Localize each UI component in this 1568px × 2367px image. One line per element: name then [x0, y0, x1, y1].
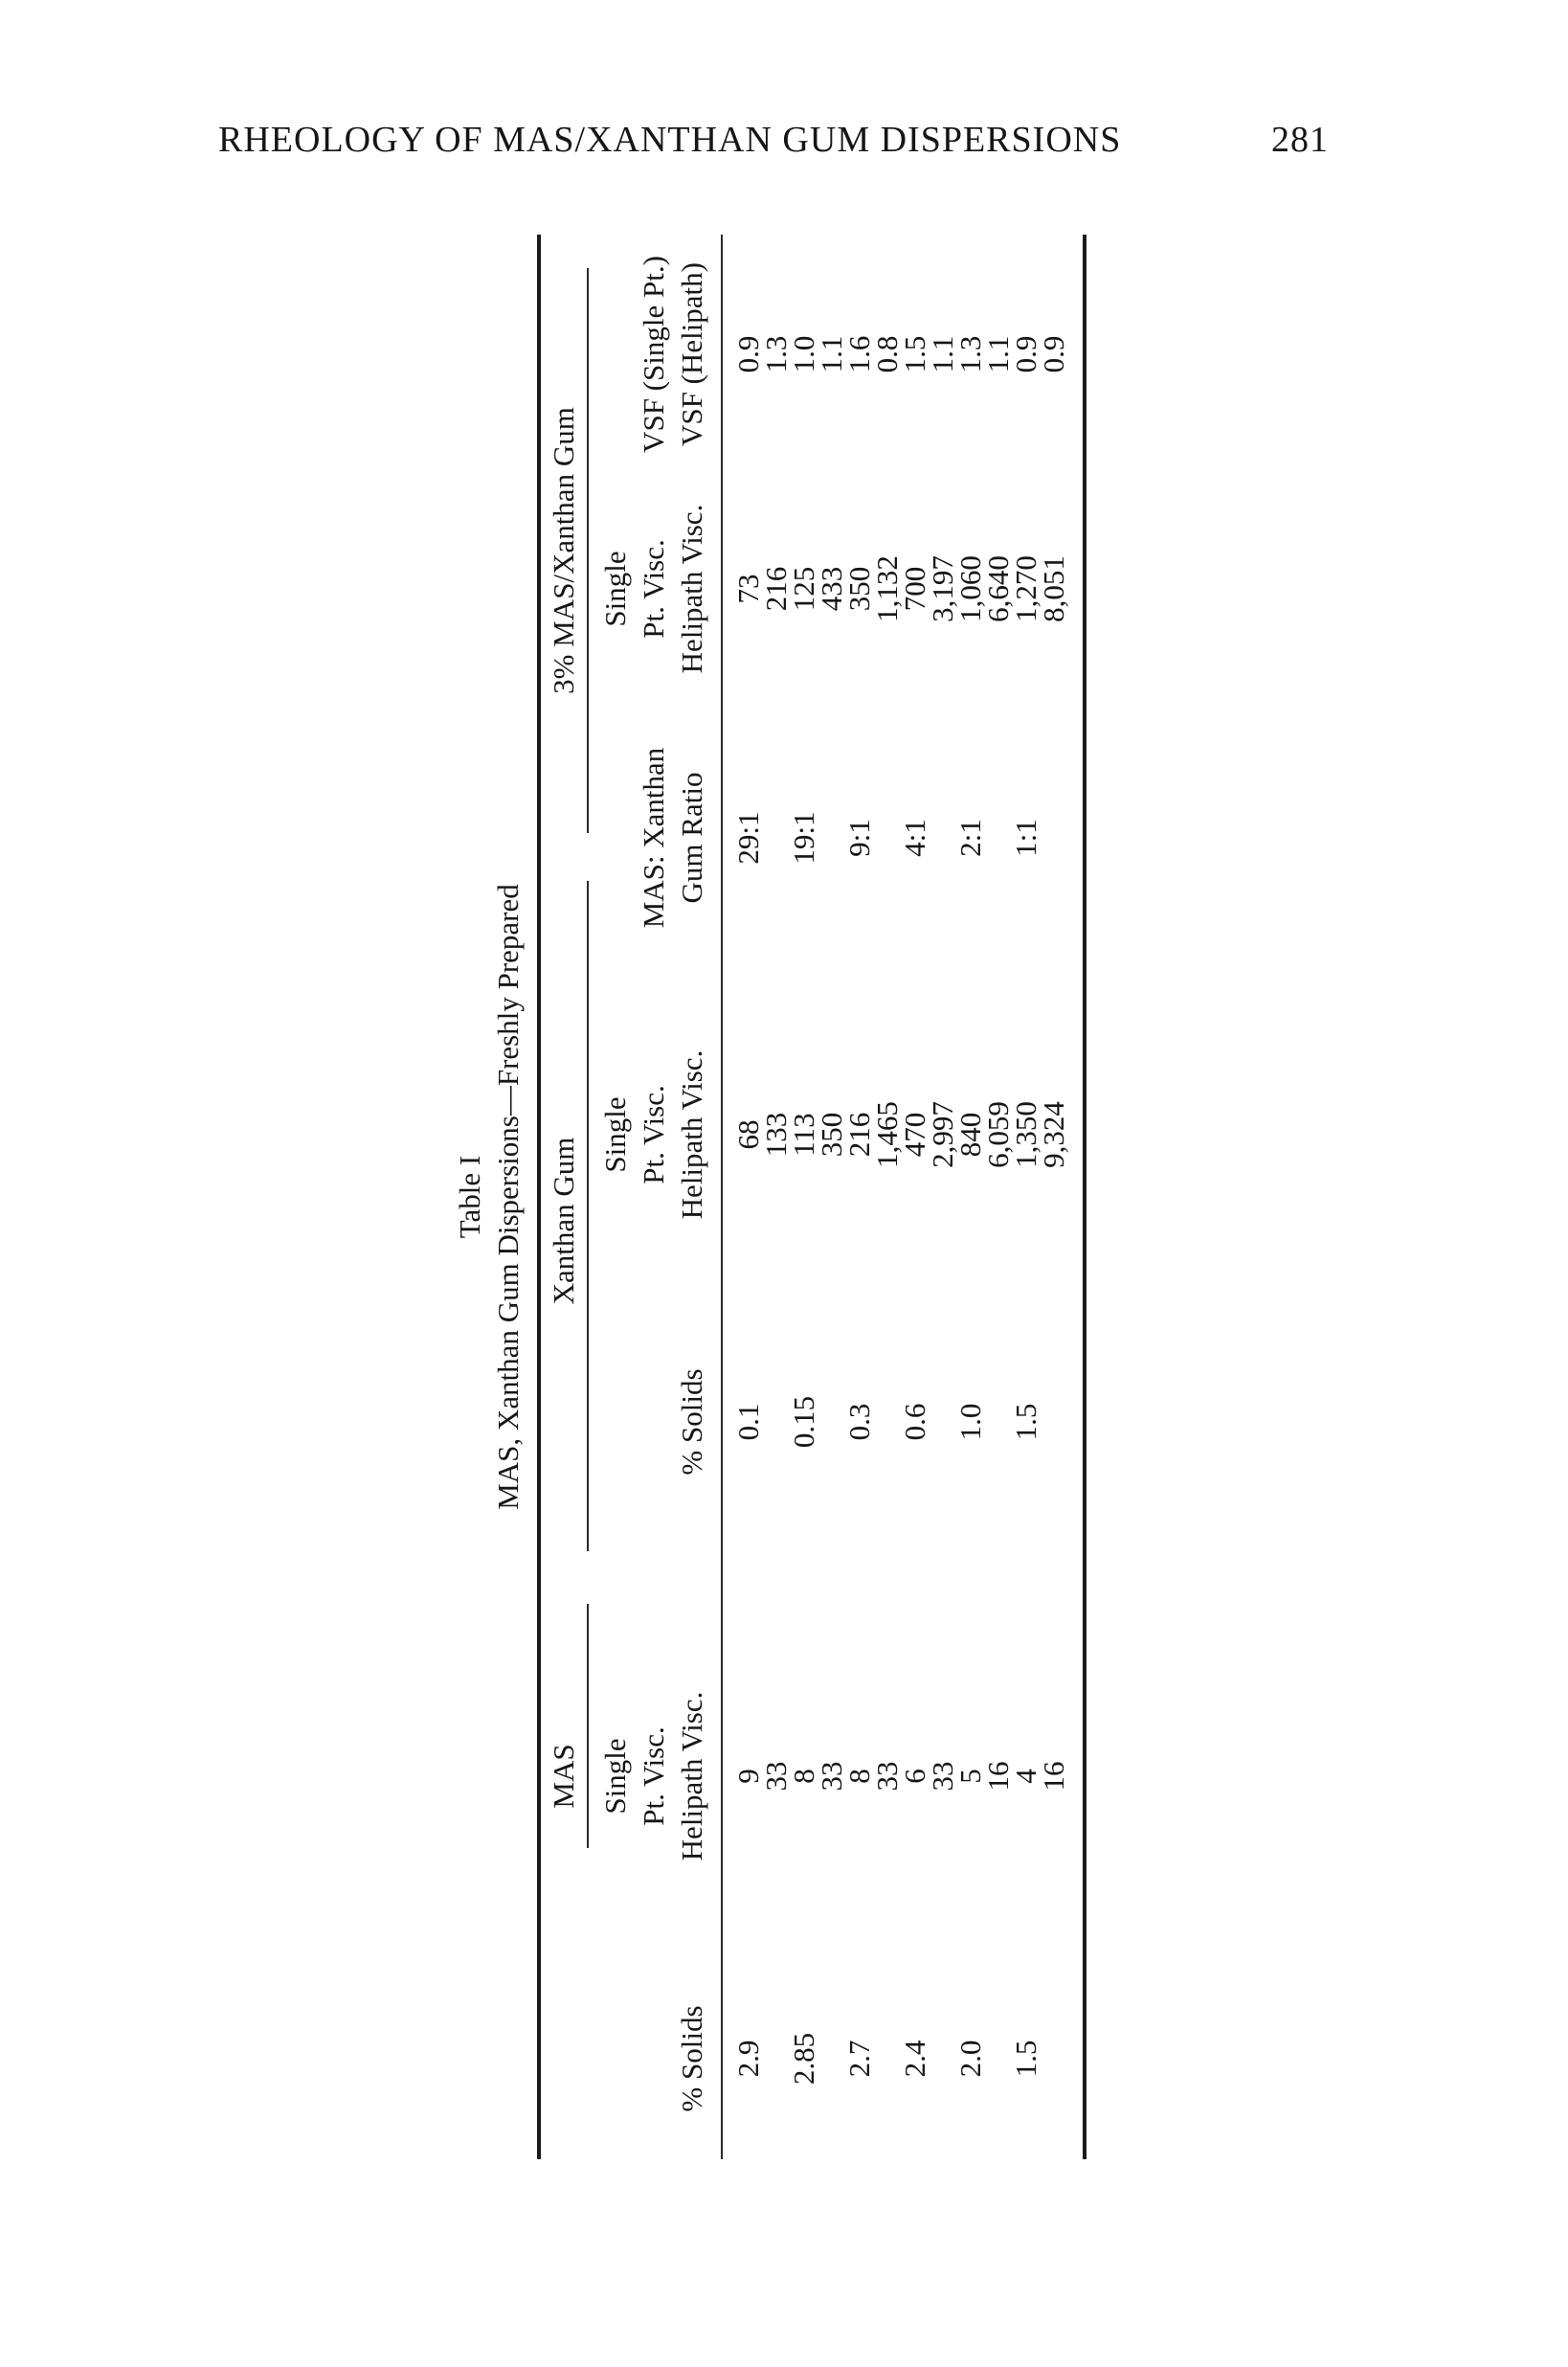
header-mas-visc-line-3: Helipath Visc. — [675, 1691, 708, 1861]
table-cell: 0.3 — [842, 1403, 876, 1441]
table-cell: 1.0 — [953, 1403, 987, 1441]
table-cell: 1.1 — [926, 335, 959, 373]
table-cell: 1.1 — [981, 335, 1015, 373]
table-cell: 0.9 — [1037, 335, 1070, 373]
table-cell: 33 — [759, 1761, 793, 1792]
table-cell: 1,060 — [953, 555, 987, 622]
table-cell: 19:1 — [787, 811, 820, 865]
table-cell: 0.1 — [731, 1403, 765, 1441]
table-cell: 3,197 — [926, 555, 959, 622]
table-cell: 9:1 — [842, 819, 876, 857]
table-cell: 1,465 — [870, 1101, 904, 1168]
group-xanthan: Xanthan Gum — [547, 1137, 580, 1305]
table-cell: 1,350 — [1009, 1101, 1042, 1168]
table-cell: 16 — [981, 1761, 1015, 1792]
header-mas-visc-line-1: Single — [598, 1738, 632, 1815]
table-cell: 33 — [926, 1761, 959, 1792]
header-ratio-line-1: MAS: Xanthan — [637, 747, 670, 929]
table-cell: 1.3 — [759, 335, 793, 373]
table-cell: 6,640 — [981, 555, 1015, 622]
table-cell: 1.5 — [898, 335, 931, 373]
header-vsf-line-1: VSF (Single Pt.) — [637, 256, 670, 453]
table-cell: 68 — [731, 1119, 765, 1150]
table-cell: 1.0 — [787, 335, 820, 373]
table-cell: 33 — [815, 1761, 848, 1792]
running-title: RHEOLOGY OF MAS/XANTHAN GUM DISPERSIONS — [218, 120, 1122, 160]
header-mas-solids — [596, 1958, 711, 2159]
header-mix-visc-line-2: Pt. Visc. — [637, 539, 670, 639]
table-cell: 840 — [953, 1112, 987, 1158]
table-cell: 350 — [842, 566, 876, 612]
table-cell: 2.7 — [842, 2040, 876, 2078]
table-cell: 2.9 — [731, 2040, 765, 2078]
table-cell: 8,051 — [1037, 555, 1070, 622]
header-mix-visc — [596, 474, 711, 704]
group-rule-xanthan — [587, 881, 589, 1551]
table-cell: 216 — [759, 566, 793, 612]
page-number: 281 — [1271, 120, 1329, 160]
table-cell: 125 — [787, 566, 820, 612]
table-cell: 700 — [898, 566, 931, 612]
table-cell: 0.8 — [870, 335, 904, 373]
table-cell: 16 — [1037, 1761, 1070, 1792]
header-mix-visc-line-3: Helipath Visc. — [675, 504, 708, 674]
table-cell: 1.3 — [953, 335, 987, 373]
table-cell: 0.9 — [731, 335, 765, 373]
table-cell: 73 — [731, 574, 765, 604]
table-cell: 33 — [870, 1761, 904, 1792]
table-cell: 2:1 — [953, 819, 987, 857]
table-cell: 8 — [842, 1769, 876, 1784]
table-cell: 29:1 — [731, 811, 765, 865]
header-xg-visc-line-2: Pt. Visc. — [637, 1085, 670, 1184]
header-vsf — [596, 235, 711, 474]
header-xg-visc-line-3: Helipath Visc. — [675, 1049, 708, 1220]
group-rule-mas — [587, 1604, 589, 1848]
table-cell: 113 — [787, 1113, 820, 1157]
group-rule-mix — [587, 268, 589, 833]
table-1 — [424, 235, 1094, 2159]
table-cell: 1.6 — [842, 335, 876, 373]
group-mix: 3% MAS/Xanthan Gum — [547, 407, 580, 694]
header-xg-visc-line-1: Single — [598, 1096, 632, 1173]
group-mas: MAS — [547, 1744, 580, 1809]
table-cell: 350 — [815, 1112, 848, 1158]
header-xg-solids — [596, 1278, 711, 1566]
running-head — [218, 119, 1329, 176]
table-cell: 6 — [898, 1769, 931, 1784]
header-mas-visc-line-2: Pt. Visc. — [637, 1726, 670, 1826]
table-cell: 0.15 — [787, 1395, 820, 1449]
table-cell: 6,059 — [981, 1101, 1015, 1168]
table-cell: 433 — [815, 566, 848, 612]
bottom-rule — [1083, 235, 1086, 2159]
header-mix-visc-line-1: Single — [598, 551, 632, 627]
header-ratio-line-2: Gum Ratio — [675, 772, 708, 904]
top-rule — [537, 235, 541, 2159]
table-cell: 2.85 — [787, 2032, 820, 2085]
table-cell: 470 — [898, 1112, 931, 1158]
table-cell: 5 — [953, 1769, 987, 1784]
table-cell: 216 — [842, 1112, 876, 1158]
table-title: MAS, Xanthan Gum Dispersions—Freshly Prepared — [491, 884, 525, 1510]
table-cell: 4 — [1009, 1769, 1042, 1784]
table-cell: 0.6 — [898, 1403, 931, 1441]
header-vsf-line-2: VSF (Helipath) — [675, 262, 708, 447]
table-cell: 9 — [731, 1769, 765, 1784]
table-cell: 1:1 — [1009, 819, 1042, 857]
header-ratio — [596, 704, 711, 972]
header-rule — [721, 235, 723, 2159]
header-mas-solids-line-1: % Solids — [675, 2005, 708, 2112]
table-cell: 2.0 — [953, 2040, 987, 2078]
table-cell: 8 — [787, 1769, 820, 1784]
table-cell: 1,270 — [1009, 555, 1042, 622]
table-cell: 1.1 — [815, 335, 848, 373]
table-cell: 1.5 — [1009, 1403, 1042, 1441]
table-label: Table I — [453, 1155, 486, 1239]
table-cell: 4:1 — [898, 819, 931, 857]
table-cell: 0.9 — [1009, 335, 1042, 373]
table-cell: 1,132 — [870, 555, 904, 622]
table-cell: 1.5 — [1009, 2040, 1042, 2078]
table-cell: 9,324 — [1037, 1101, 1070, 1168]
header-xg-visc — [596, 991, 711, 1278]
table-cell: 2,997 — [926, 1101, 959, 1168]
table-cell: 133 — [759, 1112, 793, 1158]
header-xg-solids-line-1: % Solids — [675, 1368, 708, 1476]
header-mas-visc — [596, 1594, 711, 1958]
table-cell: 2.4 — [898, 2040, 931, 2078]
